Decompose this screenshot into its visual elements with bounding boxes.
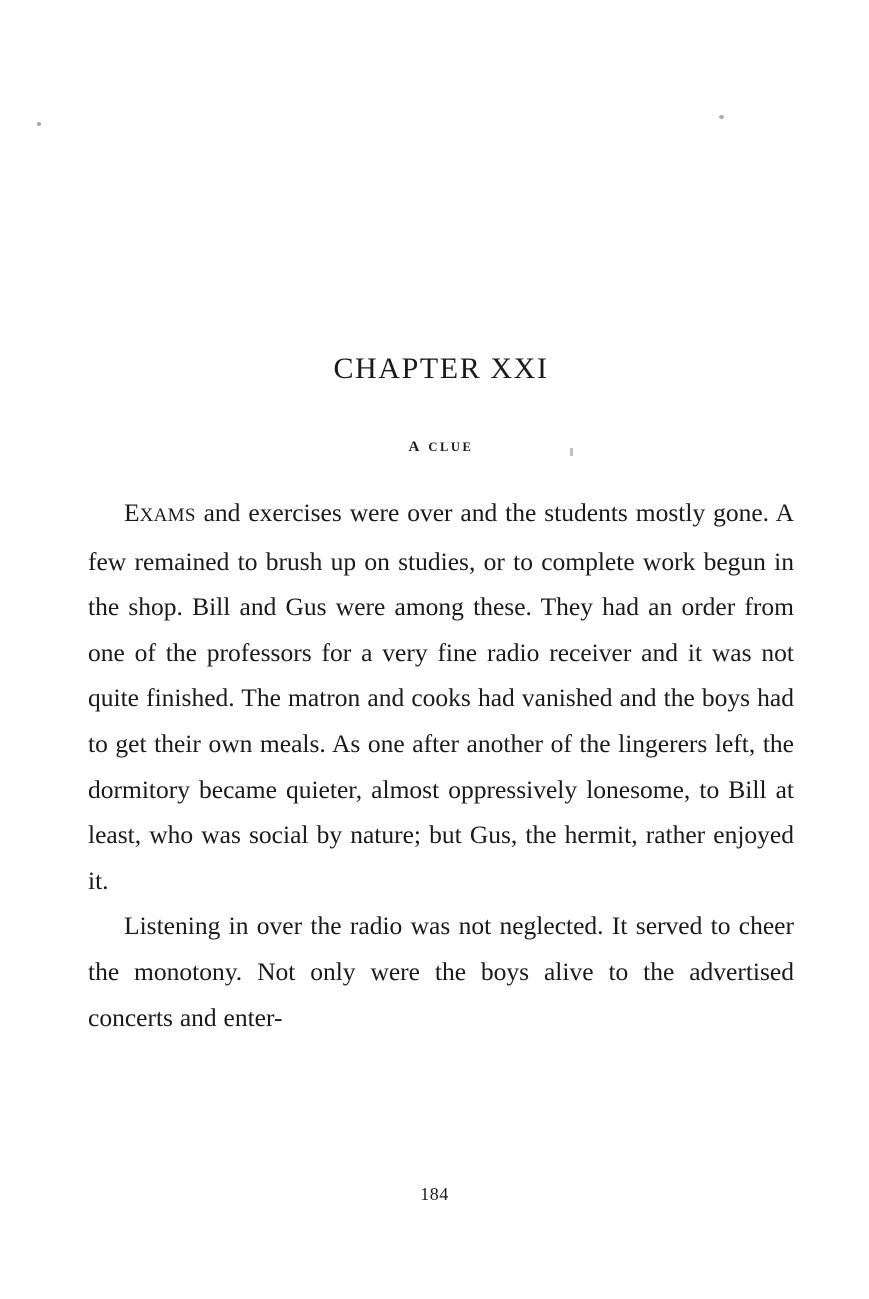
page-content: [88, 352, 794, 1040]
paragraph-2-body: Listening in over the radio was not neglected. It served to cheer the monotony. Not only were the boys alive to the advertised concerts and enter-: [88, 911, 794, 1032]
ink-speck-right: [719, 115, 724, 119]
chapter-heading: CHAPTER XXI: [333, 352, 549, 385]
ink-speck-left: [37, 122, 41, 126]
chapter-subtitle-initial: A: [408, 439, 422, 455]
chapter-subtitle-text: CLUE: [428, 440, 474, 454]
paragraph-1-body: and exercises were over and the students mostly gone. A few remained to brush up on studies, or to complete work begun in the shop. Bill and Gus were among these. They had an order from one of the professors for a very fine radio receiver and it was not quite finished. The matron and cooks had vanished and the boys had to get their own meals. As one after another of the lingerers left, the dormitory became quieter, almost oppressively lonesome, to Bill at least, who was social by nature; but Gus, the hermit, rather enjoyed it.: [88, 498, 794, 895]
page-number: 184: [420, 1184, 449, 1204]
paragraph-1: [88, 490, 794, 903]
paragraph-1-lead-smallcaps: XAMS: [139, 505, 196, 526]
paragraph-2: [88, 903, 794, 1040]
chapter-subtitle: [88, 439, 794, 456]
paragraph-1-lead-capital: E: [124, 498, 140, 527]
